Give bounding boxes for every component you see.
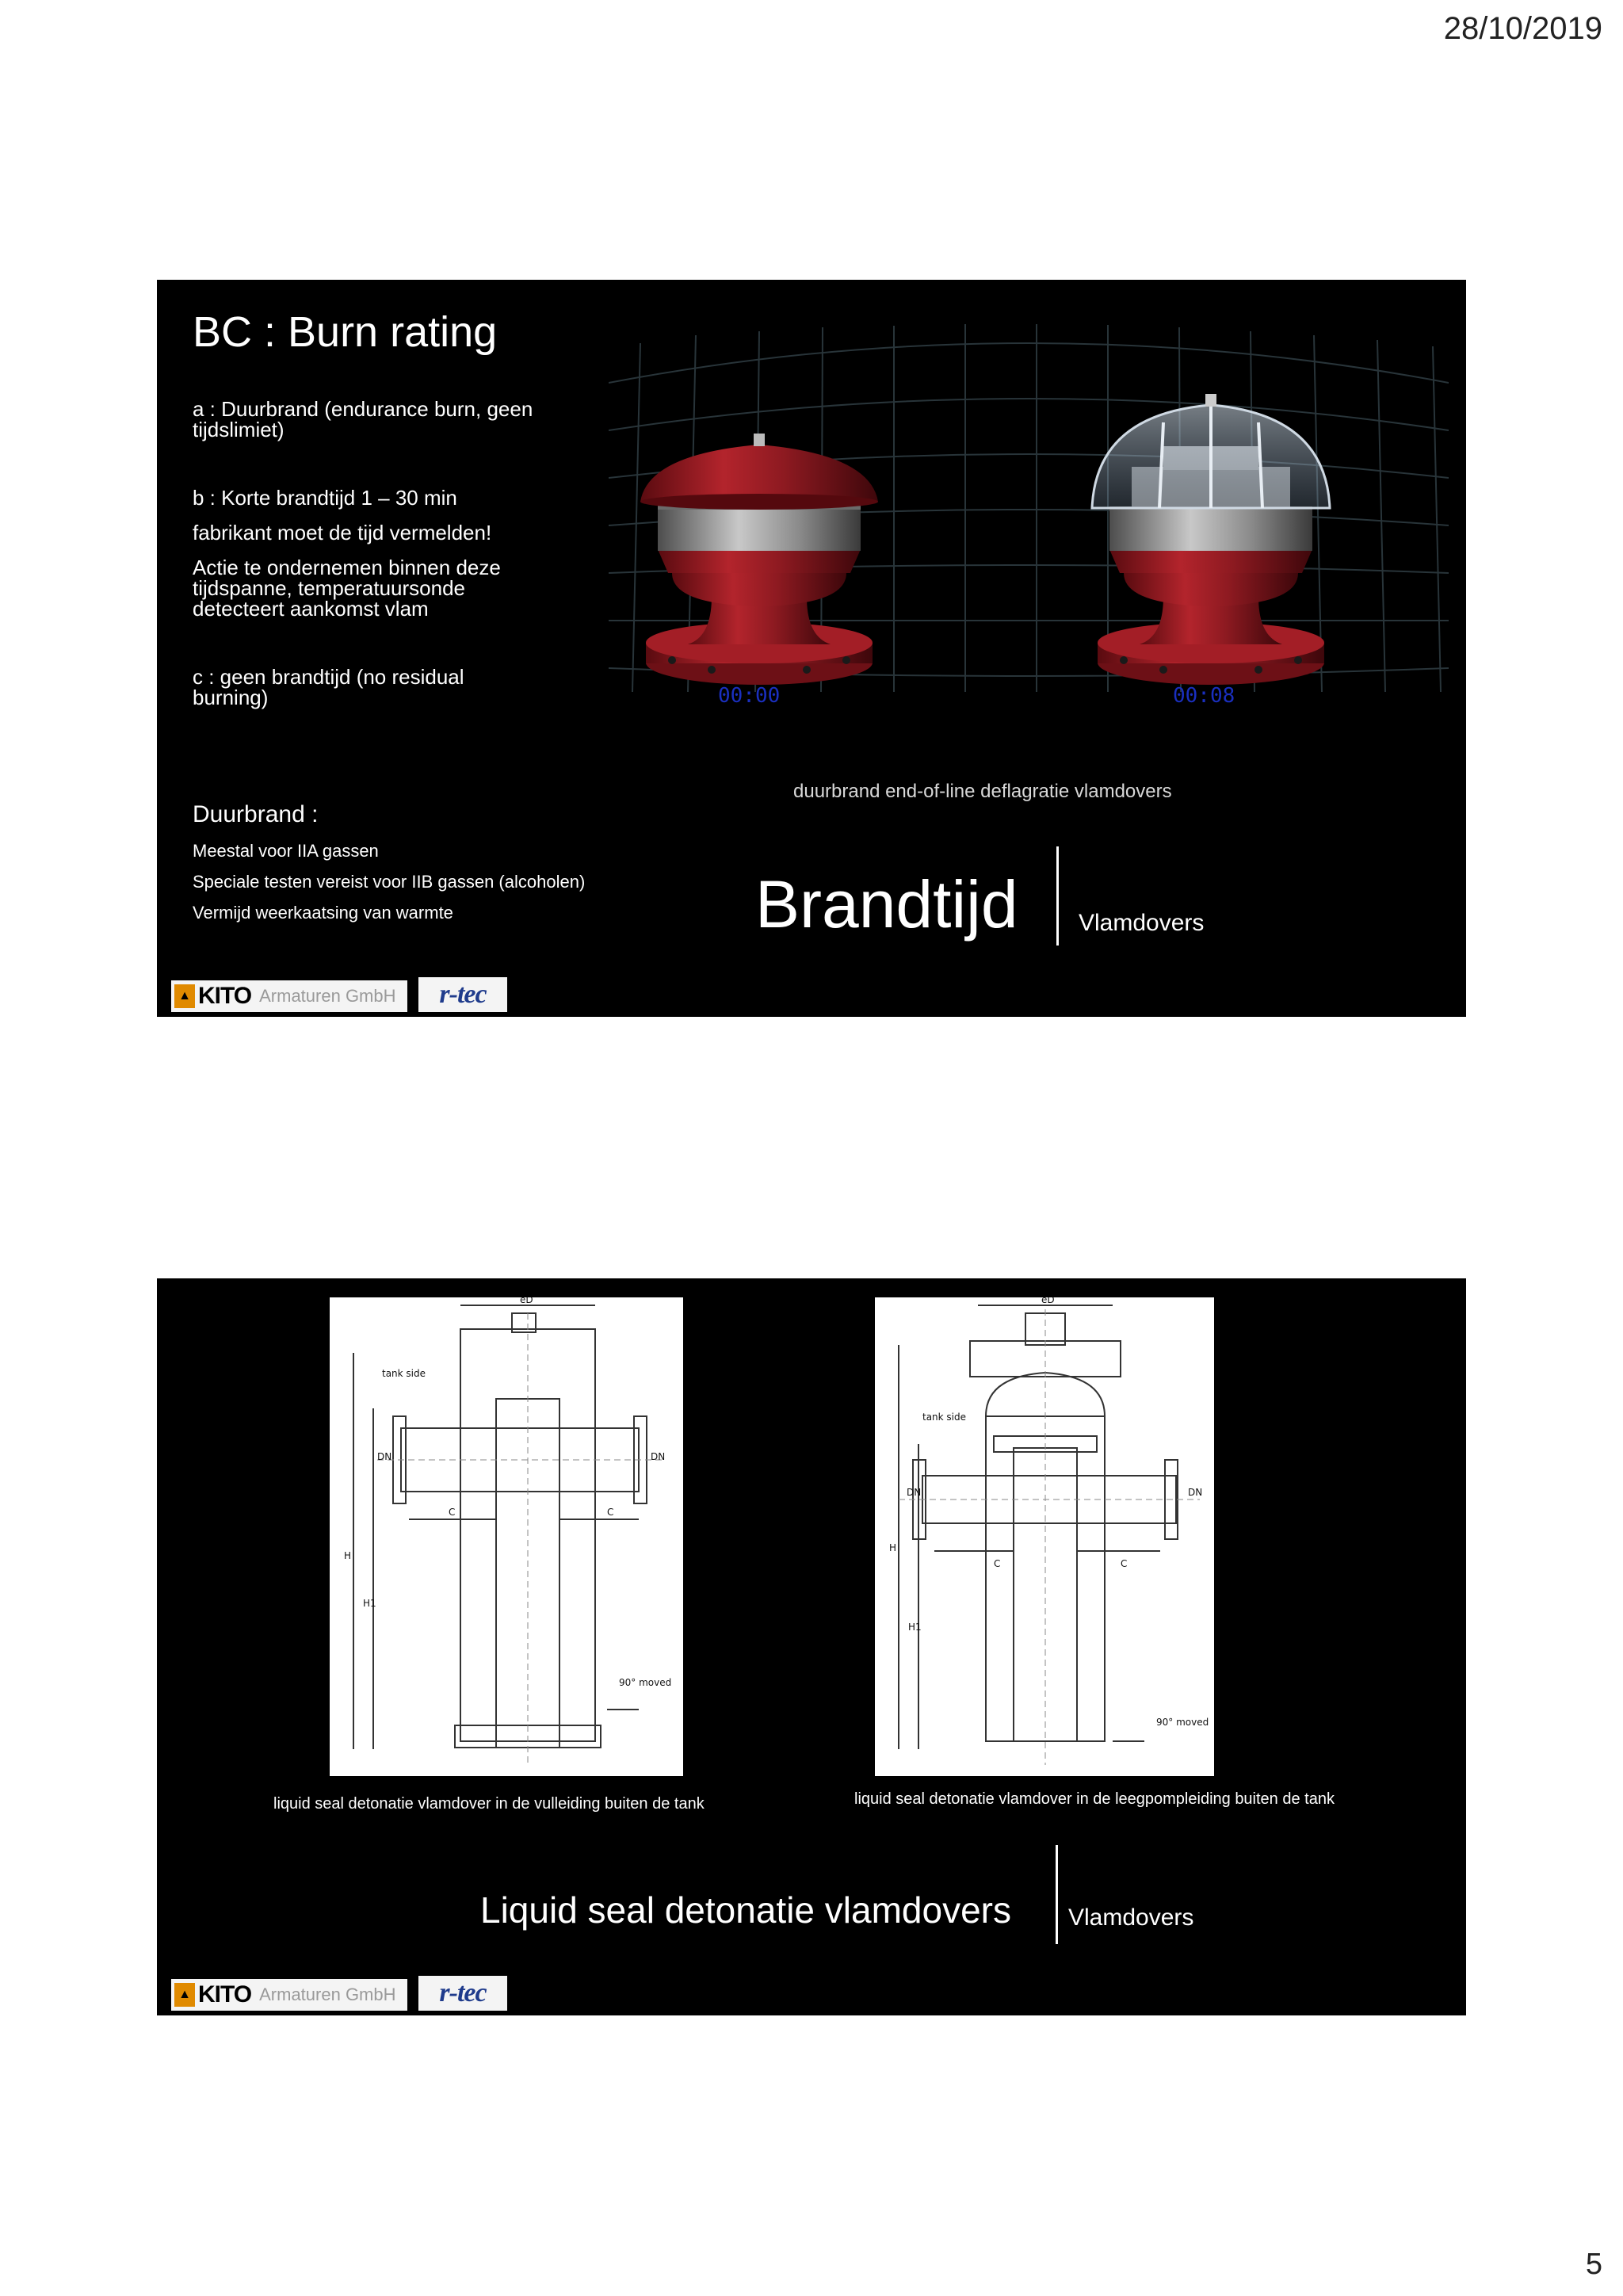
label-tank-side: tank side: [922, 1412, 967, 1423]
flame-arrester-illustration: [609, 311, 1449, 708]
rtec-logo-text: r-tec: [439, 1978, 487, 2008]
dim-DN: DN: [377, 1451, 392, 1462]
slide-big-title: Brandtijd: [755, 867, 1018, 942]
text-a-line1: a : Duurbrand (endurance burn, geen: [193, 397, 533, 421]
text-c-line1: c : geen brandtijd (no residual: [193, 665, 464, 689]
kito-flame-icon: ▲: [174, 1983, 195, 2007]
text-b-line2: fabrikant moet de tijd vermelden!: [193, 521, 492, 544]
label-90-moved: 90° moved: [1156, 1717, 1209, 1728]
text-b-line4: tijdspanne, temperatuursonde: [193, 576, 466, 600]
duurbrand-heading: Duurbrand :: [193, 801, 319, 827]
page-date: 28/10/2019: [1443, 11, 1602, 46]
text-a-line2: tijdslimiet): [193, 418, 285, 441]
dim-DN: DN: [907, 1487, 922, 1498]
dim-eD: eD: [520, 1297, 533, 1305]
video-caption: duurbrand end-of-line deflagratie vlamdovers: [793, 781, 1172, 802]
rtec-logo-text: r-tec: [439, 980, 487, 1009]
dim-eD: eD: [1041, 1297, 1055, 1305]
kito-flame-icon: ▲: [174, 984, 195, 1008]
dim-H1: H1: [908, 1622, 922, 1633]
dim-DN: DN: [1188, 1487, 1203, 1498]
kito-logo-text: KITO: [198, 983, 252, 1009]
dim-H1: H1: [363, 1598, 376, 1609]
kito-logo: [171, 980, 407, 1012]
text-c-line2: burning): [193, 686, 269, 709]
rtec-logo: [418, 977, 507, 1012]
label-tank-side: tank side: [382, 1368, 426, 1379]
dim-H: H: [344, 1550, 352, 1561]
caption-right: liquid seal detonatie vlamdover in de leegpompleiding buiten de tank: [854, 1790, 1335, 1808]
valve-video-frame: [609, 311, 1449, 708]
technical-drawing-right: [875, 1297, 1214, 1776]
kito-logo-text: KITO: [198, 1981, 252, 2008]
dim-H: H: [889, 1542, 897, 1553]
dim-C: C: [607, 1507, 614, 1518]
slide-burn-rating: [157, 280, 1466, 1017]
dim-C: C: [1121, 1558, 1128, 1569]
drawing-drain-line: [875, 1297, 1214, 1776]
kito-logo-subtext: Armaturen GmbH: [259, 986, 396, 1006]
duurbrand-item: Meestal voor IIA gassen: [193, 841, 379, 861]
text-b-line1: b : Korte brandtijd 1 – 30 min: [193, 486, 457, 510]
rtec-logo: [418, 1976, 507, 2011]
dim-C: C: [449, 1507, 456, 1518]
page-number: 5: [1585, 2248, 1602, 2281]
duurbrand-item: Speciale testen vereist voor IIB gassen (alcoholen): [193, 872, 586, 892]
right-valve: [1092, 394, 1330, 685]
slide-sub-title: Vlamdovers: [1079, 910, 1205, 936]
timer-left: 00:00: [718, 684, 781, 708]
kito-logo: [171, 1979, 407, 2011]
slide-big-title: Liquid seal detonatie vlamdovers: [480, 1889, 1011, 1931]
label-90-moved: 90° moved: [619, 1677, 672, 1688]
text-b-line3: Actie te ondernemen binnen deze: [193, 556, 501, 579]
text-b-line5: detecteert aankomst vlam: [193, 597, 429, 621]
slide-liquid-seal: [157, 1278, 1466, 2015]
drawing-fill-line: [330, 1297, 683, 1776]
dim-C: C: [994, 1558, 1001, 1569]
dim-DN: DN: [651, 1451, 666, 1462]
technical-drawing-left: [330, 1297, 683, 1776]
title-separator: [1056, 846, 1059, 946]
kito-logo-subtext: Armaturen GmbH: [259, 1985, 396, 2004]
timer-right: 00:08: [1173, 684, 1235, 708]
slide-sub-title: Vlamdovers: [1068, 1904, 1194, 1931]
title-separator: [1056, 1845, 1058, 1944]
slide-title: BC : Burn rating: [193, 308, 498, 356]
duurbrand-item: Vermijd weerkaatsing van warmte: [193, 903, 453, 923]
left-valve: [640, 434, 878, 685]
caption-left: liquid seal detonatie vlamdover in de vulleiding buiten de tank: [273, 1795, 705, 1813]
